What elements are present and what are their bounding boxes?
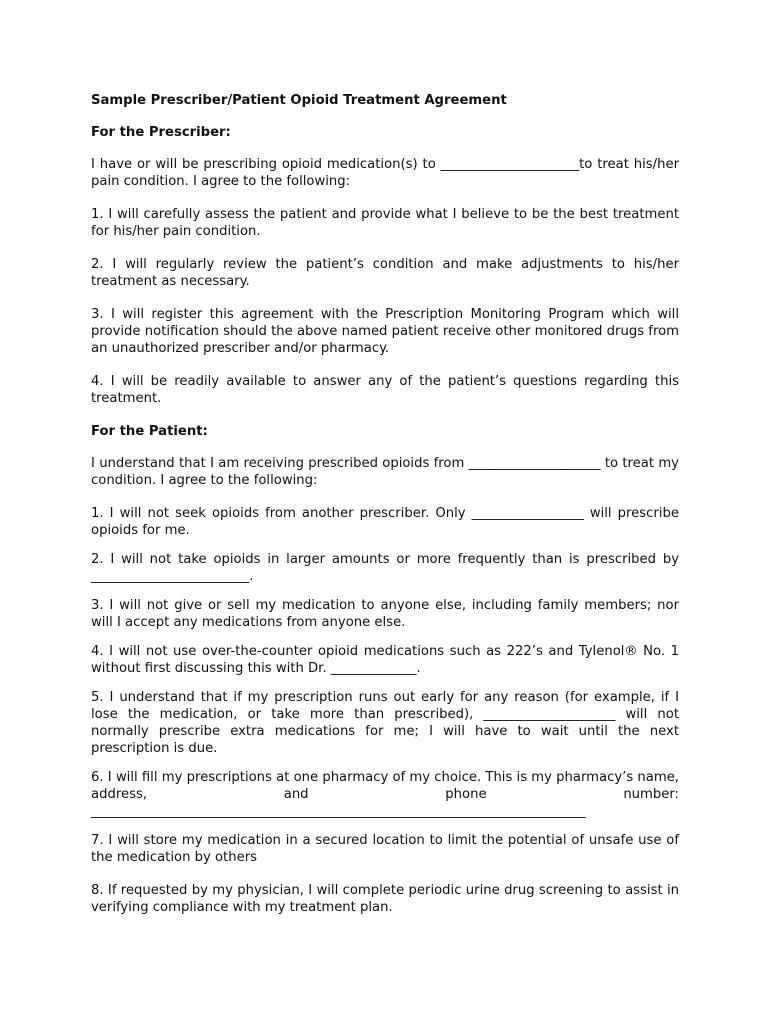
prescriber-item-3: 3. I will register this agreement with the Prescription Monitoring Program which will provide notification should the above named patient receive other monitored drugs from an unauthorized prescriber and/or pharmacy. (91, 307, 679, 356)
prescriber-intro: I have or will be prescribing opioid medication(s) to _____________________to treat his/her pain condition. I agree to the following: (91, 157, 679, 189)
patient-item-2: 2. I will not take opioids in larger amounts or more frequently than is prescribed by ________________________. (91, 552, 679, 584)
patient-item-6: 6. I will fill my prescriptions at one pharmacy of my choice. This is my pharmacy’s name, address, and phone number: ___________________________________________________________________________ (91, 770, 679, 819)
patient-item-1: 1. I will not seek opioids from another prescriber. Only _________________ will prescribe opioids for me. (91, 506, 679, 538)
patient-item-3: 3. I will not give or sell my medication to anyone else, including family members; nor will I accept any medications from anyone else. (91, 598, 679, 630)
patient-heading: For the Patient: (91, 424, 208, 439)
prescriber-heading: For the Prescriber: (91, 125, 231, 140)
prescriber-item-4: 4. I will be readily available to answer any of the patient’s questions regarding this treatment. (91, 374, 679, 406)
patient-item-5: 5. I understand that if my prescription runs out early for any reason (for example, if I lose the medication, or take more than prescribed), ____________________ will not normally prescribe extra medications for me; I will have to wait until the next prescription is due. (91, 690, 679, 756)
patient-intro: I understand that I am receiving prescribed opioids from ____________________ to treat my condition. I agree to the following: (91, 456, 679, 488)
patient-item-7: 7. I will store my medication in a secured location to limit the potential of unsafe use of the medication by others (91, 833, 679, 865)
patient-item-8: 8. If requested by my physician, I will complete periodic urine drug screening to assist in verifying compliance with my treatment plan. (91, 883, 679, 915)
document-title: Sample Prescriber/Patient Opioid Treatment Agreement (91, 93, 507, 108)
prescriber-item-2: 2. I will regularly review the patient’s condition and make adjustments to his/her treatment as necessary. (91, 257, 679, 289)
patient-item-4: 4. I will not use over-the-counter opioid medications such as 222’s and Tylenol® No. 1 without first discussing this with Dr. _____________. (91, 644, 679, 676)
agreement-document (91, 92, 679, 932)
prescriber-item-1: 1. I will carefully assess the patient and provide what I believe to be the best treatment for his/her pain condition. (91, 207, 679, 239)
